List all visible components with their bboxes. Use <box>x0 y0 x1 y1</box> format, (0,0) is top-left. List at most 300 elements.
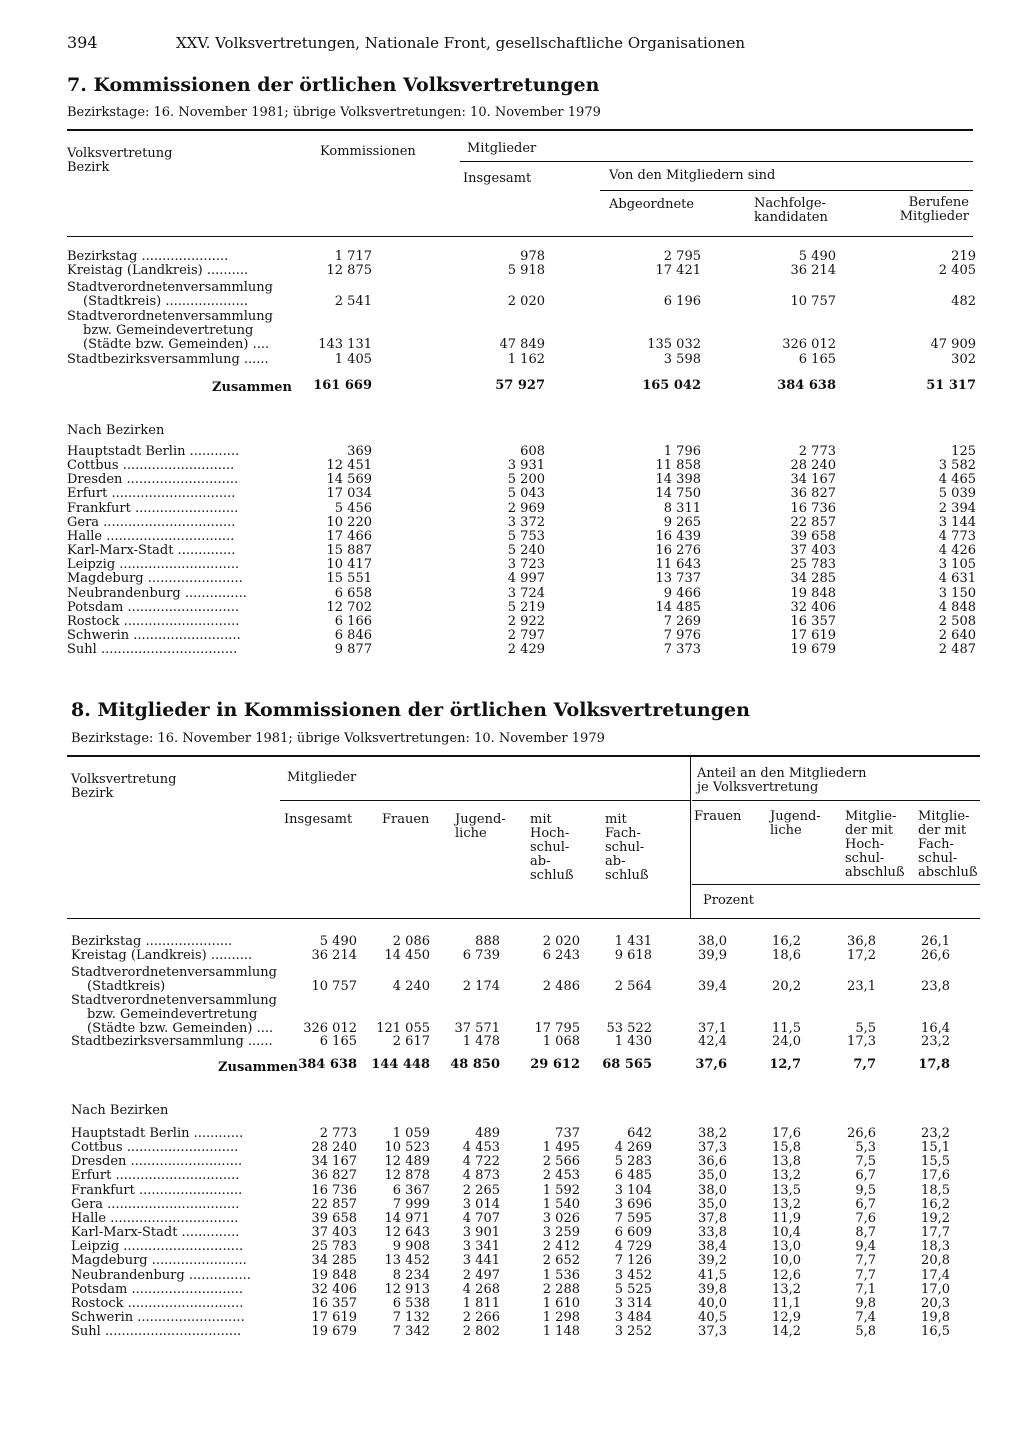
table8-col-header: liche <box>770 823 802 838</box>
table7-cell: 4 773 <box>938 528 976 544</box>
table7-cell: 6 658 <box>334 585 372 601</box>
table8-col-header: Hoch- <box>845 837 885 852</box>
table8-cell: 11,9 <box>772 1210 801 1226</box>
table7-section-label: Nach Bezirken <box>67 423 165 438</box>
table8-cell: 4 722 <box>462 1154 500 1170</box>
table8-bezirk-label: Suhl ................................. <box>71 1324 242 1340</box>
table8-col-header: Frauen <box>694 809 742 824</box>
table8-cell: 39 658 <box>311 1210 357 1226</box>
table8-cell: 16,2 <box>772 934 801 949</box>
table7-cell: 2 405 <box>938 263 976 278</box>
table8-bezirk-label: Halle ............................... <box>71 1210 239 1226</box>
table7-bezirk-label: Potsdam ........................... <box>67 599 240 615</box>
table7-cell: 4 465 <box>938 472 976 488</box>
table8-cell: 26,1 <box>921 934 950 949</box>
table8-cell: 1 610 <box>542 1295 580 1311</box>
table7-cell: 28 240 <box>790 458 836 474</box>
table7-bezirk-label: Neubrandenburg ............... <box>67 585 247 601</box>
table8-cell: 1 592 <box>542 1182 580 1198</box>
table8-cell: 1 148 <box>542 1324 580 1340</box>
table7-cell: 6 196 <box>663 294 701 310</box>
table7-row-label: (Stadtkreis) .................... <box>83 294 248 310</box>
table7-bezirk-label: Magdeburg ....................... <box>67 571 243 587</box>
table7-cell: 4 426 <box>938 543 976 559</box>
table8-col-mitglieder: Mitglieder <box>287 770 357 785</box>
table8-cell: 37 571 <box>454 1021 500 1037</box>
table8-cell: 39,4 <box>698 979 727 995</box>
table8-cell: 3 252 <box>614 1324 652 1340</box>
table8-cell: 2 802 <box>462 1324 500 1340</box>
table8-section-label: Nach Bezirken <box>71 1103 169 1118</box>
table7-row-label: (Städte bzw. Gemeinden) .... <box>83 337 270 353</box>
table7-cell: 5 490 <box>798 249 836 264</box>
table8-cell: 1 495 <box>542 1140 580 1156</box>
table8-cell: 7 342 <box>392 1324 430 1340</box>
table7-stub-header-2: Bezirk <box>67 160 110 175</box>
table8-cell: 9 908 <box>392 1239 430 1255</box>
table8-cell: 8 234 <box>392 1267 430 1283</box>
table7-col-berufene-1: Berufene <box>908 195 969 210</box>
table7-cell: 2 922 <box>507 613 545 629</box>
table7-cell: 9 877 <box>334 642 372 658</box>
table7-cell: 16 276 <box>655 543 701 559</box>
table8-row-label: Kreistag (Landkreis) .......... <box>71 948 253 963</box>
table8-cell: 36 827 <box>311 1168 357 1184</box>
table8-cell: 11,5 <box>772 1021 801 1037</box>
table7-total-label: Zusammen <box>212 380 292 395</box>
table8-cell: 41,5 <box>698 1267 727 1283</box>
table7-cell: 7 269 <box>663 613 701 629</box>
table8-bezirk-label: Gera ................................ <box>71 1196 240 1212</box>
page-number: 394 <box>67 33 98 52</box>
table7-cell: 34 285 <box>790 571 836 587</box>
table8-cell: 36,8 <box>847 934 876 949</box>
table8-cell: 12 489 <box>384 1154 430 1170</box>
table8-cell: 6 165 <box>319 1034 357 1049</box>
table8-cell: 3 452 <box>614 1267 652 1283</box>
table7-cell: 17 466 <box>326 528 372 544</box>
table8-cell: 7,7 <box>855 1267 876 1283</box>
table8-cell: 6,7 <box>855 1196 876 1212</box>
table8-cell: 37,3 <box>698 1140 727 1156</box>
table8-cell: 11,1 <box>772 1295 801 1311</box>
table7-cell: 2 020 <box>507 294 545 310</box>
table8-cell: 1 811 <box>462 1295 500 1311</box>
table8-cell: 28 240 <box>311 1140 357 1156</box>
table8-stub-header-1: Volksvertretung <box>71 772 177 787</box>
table8-cell: 13,8 <box>772 1154 801 1170</box>
table8-total-cell: 384 638 <box>298 1057 357 1072</box>
table8-stub-header-2: Bezirk <box>71 786 114 801</box>
table8-total-cell: 29 612 <box>530 1057 580 1072</box>
table8-cell: 38,4 <box>698 1239 727 1255</box>
table8-cell: 20,2 <box>772 979 801 995</box>
table7-cell: 37 403 <box>790 543 836 559</box>
table8-col-header: Frauen <box>382 812 430 827</box>
table8-cell: 17,3 <box>847 1034 876 1049</box>
table7-cell: 32 406 <box>790 599 836 615</box>
table8-col-header: Fach- <box>605 826 641 841</box>
table7-title: 7. Kommissionen der örtlichen Volksvertretungen <box>67 74 600 96</box>
table8-bezirk-label: Frankfurt ......................... <box>71 1182 243 1198</box>
table8-prozent-rule <box>692 884 980 885</box>
table8-cell: 23,8 <box>921 979 950 995</box>
table8-cell: 12,6 <box>772 1267 801 1283</box>
table8-bezirk-label: Dresden ........................... <box>71 1154 243 1170</box>
table8-cell: 36,6 <box>698 1154 727 1170</box>
table8-cell: 6 739 <box>462 948 500 963</box>
table8-col-header: Jugend- <box>770 809 821 824</box>
table7-bezirk-label: Halle ............................... <box>67 528 235 544</box>
table8-cell: 7 595 <box>614 1210 652 1226</box>
table8-cell: 3 259 <box>542 1225 580 1241</box>
table8-cell: 17,6 <box>772 1126 801 1141</box>
table8-cell: 7,7 <box>855 1253 876 1269</box>
table7-cell: 2 640 <box>938 627 976 643</box>
table8-cell: 7,4 <box>855 1309 876 1325</box>
table8-cell: 1 059 <box>392 1126 430 1141</box>
table8-cell: 23,2 <box>921 1126 950 1141</box>
table8-cell: 3 484 <box>614 1309 652 1325</box>
table8-col-header: Insgesamt <box>284 812 353 827</box>
table8-bezirk-label: Erfurt .............................. <box>71 1168 240 1184</box>
table8-cell: 2 020 <box>542 934 580 949</box>
table8-cell: 26,6 <box>921 948 950 963</box>
table7-stub-header-1: Volksvertretung <box>67 146 173 161</box>
table8-col-header: Jugend- <box>455 812 506 827</box>
table8-subtitle: Bezirkstage: 16. November 1981; übrige Volksvertretungen: 10. November 1979 <box>71 731 605 746</box>
table8-title: 8. Mitglieder in Kommissionen der örtlichen Volksvertretungen <box>71 699 750 721</box>
table8-col-header: schul- <box>845 851 885 866</box>
table8-col-header: Fach- <box>918 837 954 852</box>
table8-cell: 37,1 <box>698 1021 727 1037</box>
table8-cell: 6,7 <box>855 1168 876 1184</box>
table7-col-mitglieder: Mitglieder <box>467 141 537 156</box>
table8-cell: 18,6 <box>772 948 801 963</box>
table7-cell: 14 750 <box>655 486 701 502</box>
table8-cell: 6 485 <box>614 1168 652 1184</box>
table8-cell: 4 873 <box>462 1168 500 1184</box>
table8-cell: 5,5 <box>855 1021 876 1037</box>
table8-cell: 37 403 <box>311 1225 357 1241</box>
table7-col-insgesamt: Insgesamt <box>463 171 532 186</box>
table8-col-anteil-1: Anteil an den Mitgliedern <box>697 766 867 781</box>
table7-cell: 5 039 <box>938 486 976 502</box>
table8-cell: 326 012 <box>303 1021 357 1037</box>
table7-row-label: Bezirkstag ..................... <box>67 249 229 264</box>
table7-cell: 7 373 <box>663 642 701 658</box>
table8-cell: 4 269 <box>614 1140 652 1156</box>
table8-cell: 34 167 <box>311 1154 357 1170</box>
table7-cell: 9 265 <box>663 514 701 530</box>
table7-cell: 36 827 <box>790 486 836 502</box>
table7-cell: 5 240 <box>507 543 545 559</box>
table7-cell: 6 165 <box>798 352 836 367</box>
table7-cell: 10 417 <box>326 557 372 573</box>
table8-cell: 642 <box>627 1126 652 1141</box>
table8-bezirk-label: Leipzig ............................. <box>71 1239 244 1255</box>
table8-cell: 15,8 <box>772 1140 801 1156</box>
table7-row-label: Stadtverordnetenversammlung <box>67 280 273 295</box>
table8-col-header: Hoch- <box>530 826 570 841</box>
table8-bezirk-label: Cottbus ........................... <box>71 1140 239 1156</box>
table8-total-cell: 68 565 <box>602 1057 652 1072</box>
table7-bezirk-label: Rostock ............................ <box>67 613 240 629</box>
table7-cell: 6 166 <box>334 613 372 629</box>
table8-cell: 10 523 <box>384 1140 430 1156</box>
table8-cell: 38,0 <box>698 934 727 949</box>
table8-total-cell: 144 448 <box>371 1057 430 1072</box>
table8-top-rule <box>67 755 980 757</box>
table7-cell: 3 150 <box>938 585 976 601</box>
table8-cell: 19 679 <box>311 1324 357 1340</box>
table8-cell: 3 696 <box>614 1196 652 1212</box>
table7-cell: 6 846 <box>334 627 372 643</box>
table8-cell: 40,0 <box>698 1295 727 1311</box>
table7-cell: 608 <box>520 444 545 459</box>
table7-cell: 14 398 <box>655 472 701 488</box>
table8-cell: 1 430 <box>614 1034 652 1049</box>
table8-col-header: der mit <box>845 823 894 838</box>
table8-cell: 23,1 <box>847 979 876 995</box>
table7-col-berufene-2: Mitglieder <box>899 209 969 224</box>
table8-row-label: Stadtbezirksversammlung ...... <box>71 1034 273 1049</box>
table7-col-kommissionen: Kommissionen <box>320 144 416 159</box>
table8-cell: 9,8 <box>855 1295 876 1311</box>
table8-row-label: Stadtverordnetenversammlung <box>71 993 277 1008</box>
table8-cell: 14 971 <box>384 1210 430 1226</box>
table7-cell: 36 214 <box>790 263 836 278</box>
table7-cell: 2 394 <box>938 500 976 516</box>
table8-col-header: schul- <box>530 840 570 855</box>
table7-cell: 1 796 <box>663 444 701 459</box>
table8-cell: 38,2 <box>698 1126 727 1141</box>
table8-cell: 16,5 <box>921 1324 950 1340</box>
table8-cell: 6 609 <box>614 1225 652 1241</box>
table8-cell: 2 773 <box>319 1126 357 1141</box>
table8-cell: 13,0 <box>772 1239 801 1255</box>
table8-col-header: schul- <box>605 840 645 855</box>
table8-total-cell: 7,7 <box>853 1057 876 1072</box>
table8-header-rule <box>67 918 980 919</box>
table7-col-von-den: Von den Mitgliedern sind <box>609 168 776 183</box>
table8-cell: 2 412 <box>542 1239 580 1255</box>
table8-cell: 3 104 <box>614 1182 652 1198</box>
table8-cell: 13 452 <box>384 1253 430 1269</box>
table8-cell: 17 795 <box>534 1021 580 1037</box>
table7-cell: 2 795 <box>663 249 701 264</box>
table7-header-rule <box>67 236 973 237</box>
table8-cell: 42,4 <box>698 1034 727 1049</box>
table8-cell: 13,2 <box>772 1168 801 1184</box>
table8-row-label: (Stadtkreis) <box>87 979 166 995</box>
table8-cell: 3 341 <box>462 1239 500 1255</box>
table8-col-header: abschluß <box>845 865 905 880</box>
table7-bezirk-label: Leipzig ............................. <box>67 557 240 573</box>
table8-cell: 489 <box>475 1126 500 1141</box>
table7-cell: 8 311 <box>663 500 701 516</box>
table8-cell: 3 026 <box>542 1210 580 1226</box>
table7-cell: 22 857 <box>790 514 836 530</box>
table7-cell: 12 702 <box>326 599 372 615</box>
table7-bezirk-label: Frankfurt ......................... <box>67 500 239 516</box>
table7-cell: 219 <box>951 249 976 264</box>
table8-cell: 4 729 <box>614 1239 652 1255</box>
table7-mitglieder-rule <box>460 161 973 162</box>
table8-cell: 16,2 <box>921 1196 950 1212</box>
table8-row-label: Bezirkstag ..................... <box>71 934 233 949</box>
table8-col-header: abschluß <box>918 865 978 880</box>
table7-bezirk-label: Dresden ........................... <box>67 472 239 488</box>
table8-cell: 15,5 <box>921 1154 950 1170</box>
table8-cell: 26,6 <box>847 1126 876 1141</box>
table8-cell: 17,0 <box>921 1281 950 1297</box>
table7-cell: 3 931 <box>507 458 545 474</box>
table7-cell: 19 679 <box>790 642 836 658</box>
table7-cell: 17 034 <box>326 486 372 502</box>
table8-cell: 14 450 <box>384 948 430 963</box>
table7-cell: 3 598 <box>663 352 701 367</box>
table8-cell: 5,8 <box>855 1324 876 1340</box>
table7-bezirk-label: Cottbus ........................... <box>67 458 235 474</box>
table8-cell: 6 538 <box>392 1295 430 1311</box>
table7-cell: 2 797 <box>507 627 545 643</box>
table7-cell: 14 569 <box>326 472 372 488</box>
table8-total-cell: 12,7 <box>769 1057 801 1072</box>
table8-cell: 17,2 <box>847 948 876 963</box>
table8-cell: 3 441 <box>462 1253 500 1269</box>
table8-anteil-rule <box>692 800 980 801</box>
table7-cell: 9 466 <box>663 585 701 601</box>
table7-bezirk-label: Karl-Marx-Stadt .............. <box>67 543 236 559</box>
table8-cell: 12 643 <box>384 1225 430 1241</box>
table8-cell: 2 566 <box>542 1154 580 1170</box>
table8-cell: 22 857 <box>311 1196 357 1212</box>
table8-cell: 3 314 <box>614 1295 652 1311</box>
table8-cell: 18,5 <box>921 1182 950 1198</box>
table8-cell: 39,8 <box>698 1281 727 1297</box>
table7-cell: 4 848 <box>938 599 976 615</box>
table7-cell: 4 631 <box>938 571 976 587</box>
table8-cell: 53 522 <box>606 1021 652 1037</box>
table8-col-header: ab- <box>530 854 551 869</box>
table7-cell: 15 887 <box>326 543 372 559</box>
table8-total-cell: 37,6 <box>695 1057 727 1072</box>
table8-cell: 39,2 <box>698 1253 727 1269</box>
table7-cell: 11 643 <box>655 557 701 573</box>
table8-cell: 19,2 <box>921 1210 950 1226</box>
table8-bezirk-label: Magdeburg ....................... <box>71 1253 247 1269</box>
table7-cell: 16 439 <box>655 528 701 544</box>
table8-row-label: bzw. Gemeindevertretung <box>87 1007 258 1023</box>
table8-cell: 5 490 <box>319 934 357 949</box>
table7-cell: 16 357 <box>790 613 836 629</box>
table7-cell: 2 541 <box>334 294 372 310</box>
table8-total-cell: 17,8 <box>918 1057 950 1072</box>
table7-cell: 3 105 <box>938 557 976 573</box>
table8-col-header: schluß <box>605 868 649 883</box>
table8-cell: 13,5 <box>772 1182 801 1198</box>
table7-cell: 14 485 <box>655 599 701 615</box>
table8-cell: 8,7 <box>855 1225 876 1241</box>
table8-cell: 19,8 <box>921 1309 950 1325</box>
table7-cell: 1 717 <box>334 249 372 264</box>
table8-cell: 6 367 <box>392 1182 430 1198</box>
table8-cell: 888 <box>475 934 500 949</box>
table8-cell: 37,3 <box>698 1324 727 1340</box>
table7-top-rule <box>67 129 973 131</box>
table7-bezirk-label: Hauptstadt Berlin ............ <box>67 444 240 459</box>
table8-cell: 1 068 <box>542 1034 580 1049</box>
table7-row-label: Stadtbezirksversammlung ...... <box>67 352 269 367</box>
table8-total-label: Zusammen <box>218 1060 298 1075</box>
table7-cell: 482 <box>951 294 976 310</box>
table8-cell: 24,0 <box>772 1034 801 1049</box>
table7-cell: 16 736 <box>790 500 836 516</box>
table8-bezirk-label: Neubrandenburg ............... <box>71 1267 251 1283</box>
table8-cell: 23,2 <box>921 1034 950 1049</box>
table8-cell: 7 126 <box>614 1253 652 1269</box>
table7-cell: 1 405 <box>334 352 372 367</box>
table8-cell: 4 268 <box>462 1281 500 1297</box>
table7-cell: 25 783 <box>790 557 836 573</box>
table8-cell: 40,5 <box>698 1309 727 1325</box>
table8-cell: 2 086 <box>392 934 430 949</box>
table8-cell: 12 878 <box>384 1168 430 1184</box>
table7-cell: 3 582 <box>938 458 976 474</box>
table8-cell: 1 298 <box>542 1309 580 1325</box>
table8-cell: 20,8 <box>921 1253 950 1269</box>
table8-cell: 39,9 <box>698 948 727 963</box>
table8-cell: 12 913 <box>384 1281 430 1297</box>
table7-cell: 302 <box>951 352 976 367</box>
table8-cell: 25 783 <box>311 1239 357 1255</box>
table8-cell: 6 243 <box>542 948 580 963</box>
table8-cell: 4 453 <box>462 1140 500 1156</box>
table8-bezirk-label: Schwerin .......................... <box>71 1309 245 1325</box>
table8-col-header: schul- <box>918 851 958 866</box>
running-head: XXV. Volksvertretungen, Nationale Front, gesellschaftliche Organisationen <box>176 34 745 52</box>
table7-cell: 5 043 <box>507 486 545 502</box>
table8-bezirk-label: Rostock ............................ <box>71 1295 244 1311</box>
table8-cell: 32 406 <box>311 1281 357 1297</box>
table8-cell: 3 014 <box>462 1196 500 1212</box>
table7-vonden-rule <box>600 190 973 191</box>
table8-cell: 10 757 <box>311 979 357 995</box>
table8-cell: 17,4 <box>921 1267 950 1283</box>
table8-bezirk-label: Karl-Marx-Stadt .............. <box>71 1225 240 1241</box>
table8-cell: 7,5 <box>855 1154 876 1170</box>
table7-cell: 4 997 <box>507 571 545 587</box>
table8-cell: 19 848 <box>311 1267 357 1283</box>
table8-cell: 1 536 <box>542 1267 580 1283</box>
table7-cell: 5 200 <box>507 472 545 488</box>
table7-total-cell: 161 669 <box>313 378 372 393</box>
table7-cell: 135 032 <box>647 337 701 353</box>
table7-cell: 34 167 <box>790 472 836 488</box>
table8-mitte-vrule <box>690 757 691 919</box>
table7-cell: 47 909 <box>930 337 976 353</box>
table7-cell: 12 451 <box>326 458 372 474</box>
table8-col-header: Mitglie- <box>918 809 970 824</box>
table8-cell: 9,5 <box>855 1182 876 1198</box>
table8-cell: 15,1 <box>921 1140 950 1156</box>
table7-cell: 10 757 <box>790 294 836 310</box>
table8-cell: 4 240 <box>392 979 430 995</box>
table8-cell: 14,2 <box>772 1324 801 1340</box>
table8-cell: 1 540 <box>542 1196 580 1212</box>
table8-col-header: mit <box>605 812 627 827</box>
